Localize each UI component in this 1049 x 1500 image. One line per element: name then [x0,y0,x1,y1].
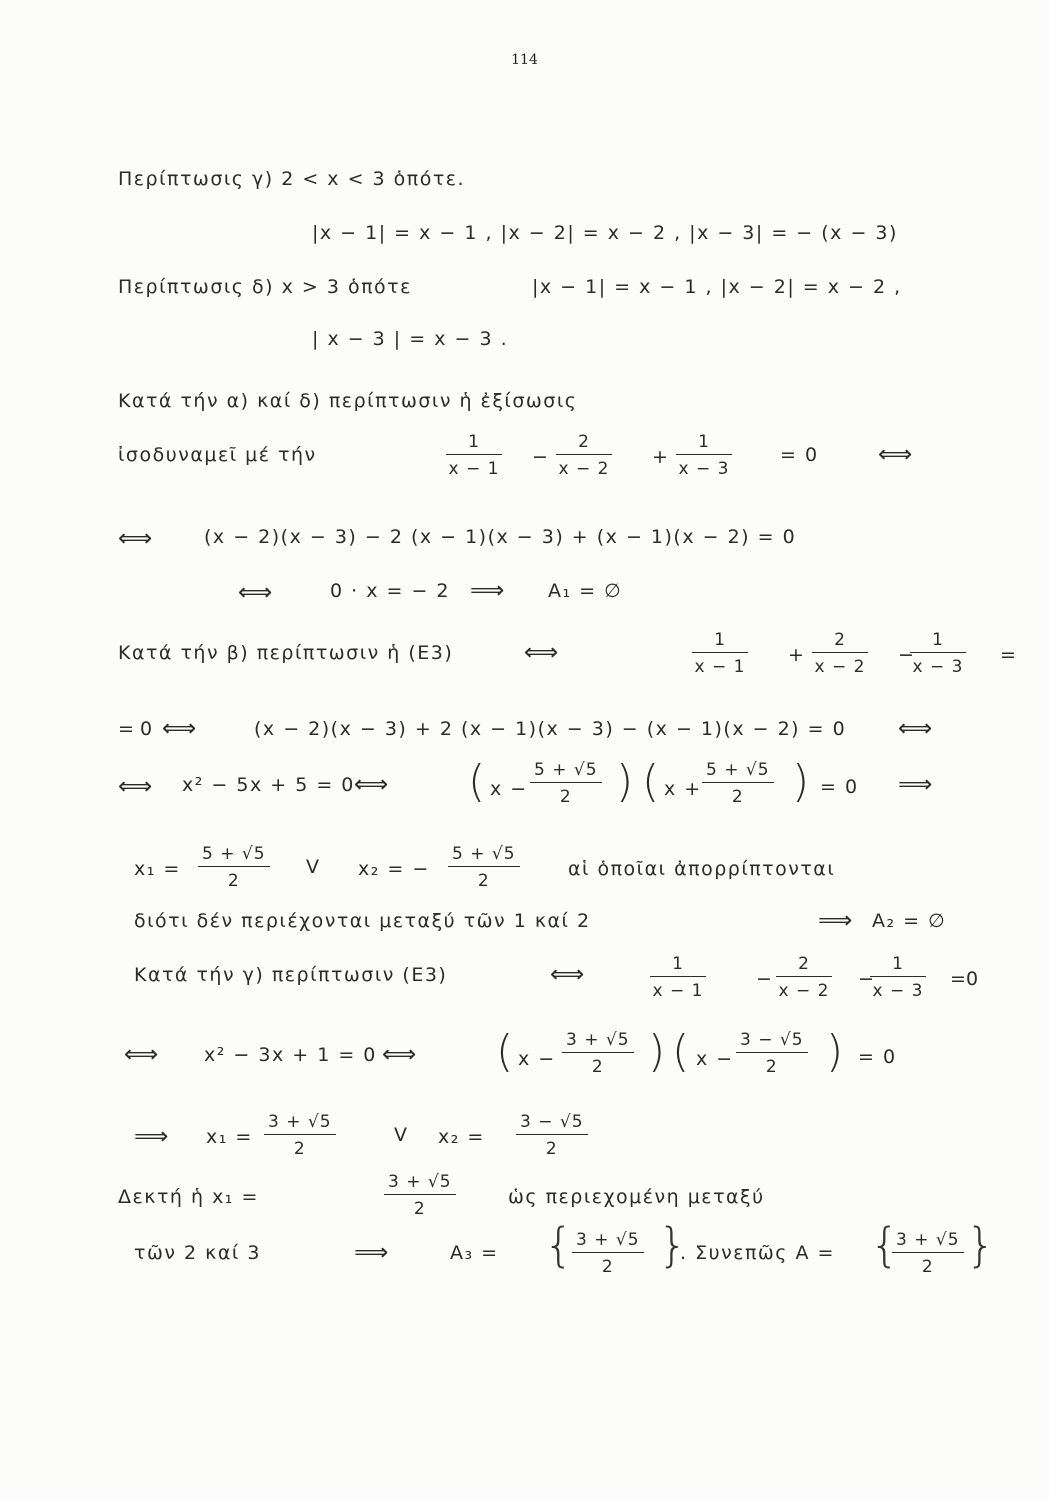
minus-sign: − [532,446,550,468]
expanded-equation-1: (x − 2)(x − 3) − 2 (x − 1)(x − 3) + (x − 1)(x − 2) = 0 [204,526,797,548]
minus-sign: − [756,968,774,990]
equals-zero: = [118,718,136,740]
quadratic-gamma: x² − 3x + 1 = 0 [204,1044,377,1066]
fraction-c2: $\frac{5 + √5}{2}$ [702,762,774,806]
fraction-f1: $\frac{3 + √5}{2}$ [562,1032,634,1076]
equals-zero: = 0 [780,444,819,466]
accepted-root-text: Δεκτή ἡ x₁ = [118,1186,259,1208]
fraction-b2: $\frac{2}{x - 2}$ [812,632,868,676]
zero-x-equation: 0 · x = − 2 [330,580,450,602]
left-paren: ( [642,756,661,807]
fraction-e3: $\frac{1}{x - 3}$ [870,956,926,1000]
fraction-b3: $\frac{1}{x - 3}$ [910,632,966,676]
fraction-i2: $\frac{3 + √5}{2}$ [892,1232,964,1276]
fraction-d1: $\frac{5 + √5}{2}$ [198,846,270,890]
abs-values-case-gamma: |x − 1| = x − 1 , |x − 2| = x − 2 , |x − 3| = − (x − 3) [312,222,898,244]
solution-set-a1: A₁ = ∅ [548,580,623,602]
iff-arrow: ⟺ [118,524,154,552]
solution-set-a2: A₂ = ∅ [872,910,947,932]
expanded-equation-2: (x − 2)(x − 3) + 2 (x − 1)(x − 3) − (x − 1)(x − 2) = 0 [254,718,847,740]
fraction-f2: $\frac{3 - √5}{2}$ [736,1032,808,1076]
iff-arrow: ⟺ [118,772,154,800]
left-paren: ( [496,1026,515,1077]
fraction-e1: $\frac{1}{x - 1}$ [650,956,706,1000]
implies-arrow: ⟹ [134,1122,170,1150]
fraction-a1: $\frac{1}{x - 1}$ [446,434,502,478]
therefore-text: . Συνεπῶς A = [680,1242,835,1264]
handwritten-page: 114 Περίπτωσις γ) 2 < x < 3 ὁπότε. |x − 1| = x − 1 , |x − 2| = x − 2 , |x − 3| = − (x − 3) Περίπτωσις δ) x > 3 ὁπότε |x − 1| = x − 1 , |x − 2| = x − 2 , | x − 3 | = x − 3 . Κατά τήν α) καί δ) περίπτωσιν ἡ ἐξίσωσις ἰσοδυναμεῖ μέ τήν $\frac{1}{x - 1}$ − $\frac{2}{x - 2}$ + $\frac{1}{x - 3}$ = 0 ⟺ ⟺ (x − 2)(x − 3) − 2 (x − 1)(x − 3) + (x − 1)(x − 2) = 0 ⟺ 0 · x = − 2 ⟹ A₁ = ∅ Κατά τήν β) περίπτωσιν ἡ (Ε3) ⟺ $\frac{1}{x - 1}$ + $\frac{2}{x - 2}$ − $\frac{1}{x - 3}$ = = 0 ⟺ (x − 2)(x − 3) + 2 (x − 1)(x − 3) − (x − 1)(x − 2) = 0 ⟺ ⟺ x² − 5x + 5 = 0 ⟺ ( x − $\frac{5 + √5}{2}$ ) ( x + $\frac{5 + √5}{2}$ ) = 0 ⟹ x₁ = $\frac{5 + √5}{2}$ V x₂ = − $\frac{5 + √5}{2}$ αἱ ὁποῖαι ἀπορρίπτονται διότι δέν περιέχονται μεταξύ τῶν 1 καί 2 ⟹ A₂ = ∅ Κατά τήν γ) περίπτωσιν (Ε3) ⟺ $\frac{1}{x - 1}$ − $\frac{2}{x - 2}$ − $\frac{1}{x - 3}$ = 0 ⟺ x² − 3x + 1 = 0 ⟺ ( x − $\frac{3 + √5}{2}$ ) ( x − $\frac{3 - √5}{2}$ ) = 0 ⟹ x₁ = $\frac{3 + √5}{2}$ V x₂ = $\frac{3 - √5}{2}$ Δεκτή ἡ x₁ = $\frac{3 + √5}{2}$ ὡς περιεχομένη μεταξύ τῶν 2 καί 3 ⟹ A₃ = { $\frac{3 + √5}{2}$ } . Συνεπῶς A = { $\frac{3 + √5}{2}$ } [0,0,1049,1500]
right-paren: ) [826,1026,845,1077]
plus-sign: + [788,644,806,666]
right-brace: } [966,1218,996,1272]
between-2-and-3-text: τῶν 2 καί 3 [134,1242,261,1264]
reason-text: διότι δέν περιέχονται μεταξύ τῶν 1 καί 2 [134,910,591,932]
fraction-b1: $\frac{1}{x - 1}$ [692,632,748,676]
minus-sign: − [858,968,876,990]
case-gamma-solving: Κατά τήν γ) περίπτωσιν (Ε3) [134,964,448,986]
fraction-c1: $\frac{5 + √5}{2}$ [530,762,602,806]
fraction-g2: $\frac{3 - √5}{2}$ [516,1114,588,1158]
root-x1-label: x₁ = [206,1126,253,1148]
cases-alpha-delta-text: Κατά τήν α) καί δ) περίπτωσιν ἡ ἐξίσωσις [118,390,578,412]
equals-sign: = [1000,644,1018,666]
left-brace: { [870,1218,900,1272]
left-paren: ( [672,1026,691,1077]
right-brace: } [658,1218,688,1272]
iff-arrow: ⟺ [898,714,934,742]
implies-arrow: ⟹ [898,770,934,798]
iff-arrow: ⟺ [162,714,198,742]
abs-value-x-minus-3: | x − 3 | = x − 3 . [312,328,509,350]
root-x1-label: x₁ = [134,858,181,880]
right-paren: ) [648,1026,667,1077]
fraction-i1: $\frac{3 + √5}{2}$ [572,1232,644,1276]
case-beta-text: Κατά τήν β) περίπτωσιν ἡ (Ε3) [118,642,454,664]
abs-values-case-delta: |x − 1| = x − 1 , |x − 2| = x − 2 , [532,276,902,298]
left-paren: ( [468,756,487,807]
case-gamma-heading: Περίπτωσις γ) 2 < x < 3 ὁπότε. [118,168,466,190]
page-number: 114 [511,52,538,68]
equivalent-text: ἰσοδυναμεῖ μέ τήν [118,444,317,466]
fraction-h1: $\frac{3 + √5}{2}$ [384,1174,456,1218]
solution-set-a3: A₃ = [450,1242,499,1264]
iff-arrow: ⟺ [524,638,560,666]
fraction-e2: $\frac{2}{x - 2}$ [776,956,832,1000]
right-paren: ) [792,756,811,807]
fraction-d2: $\frac{5 + √5}{2}$ [448,846,520,890]
iff-arrow: ⟺ [124,1040,160,1068]
quadratic-beta: x² − 5x + 5 = 0 [182,774,355,796]
iff-arrow: ⟺ [382,1040,418,1068]
iff-arrow: ⟺ [354,770,390,798]
implies-arrow: ⟹ [470,576,506,604]
root-x2-label: x₂ = [438,1126,485,1148]
rejected-text: αἱ ὁποῖαι ἀπορρίπτονται [568,858,836,880]
minus-sign: − [898,644,916,666]
plus-sign: + [652,446,670,468]
implies-arrow: ⟹ [818,906,854,934]
iff-arrow: ⟺ [550,960,586,988]
between-text: ὡς περιεχομένη μεταξύ [508,1186,765,1208]
left-brace: { [544,1218,574,1272]
implies-arrow: ⟹ [354,1238,390,1266]
fraction-a2: $\frac{2}{x - 2}$ [556,434,612,478]
root-x2-label: x₂ = − [358,858,430,880]
iff-arrow: ⟺ [238,578,274,606]
iff-arrow: ⟺ [878,440,914,468]
fraction-g1: $\frac{3 + √5}{2}$ [264,1114,336,1158]
case-delta-heading: Περίπτωσις δ) x > 3 ὁπότε [118,276,412,298]
right-paren: ) [616,756,635,807]
or-symbol: V [306,856,321,878]
fraction-a3: $\frac{1}{x - 3}$ [676,434,732,478]
or-symbol: V [394,1124,409,1146]
